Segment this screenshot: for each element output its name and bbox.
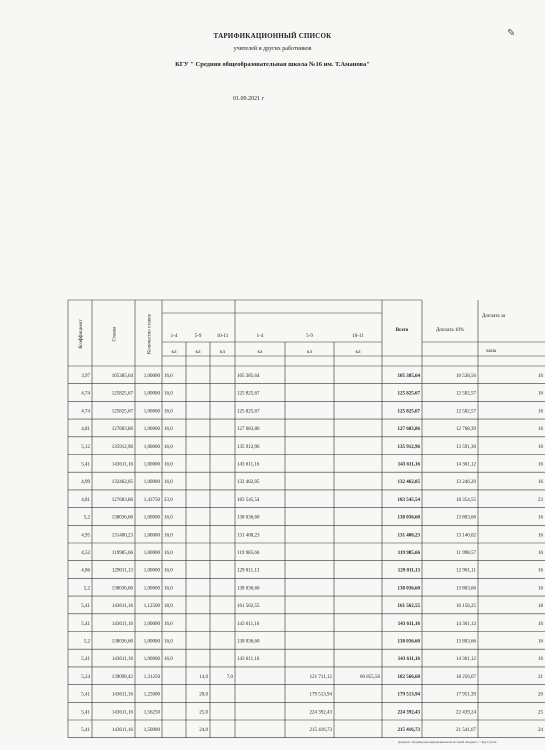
cell-total: 125 825,67 <box>397 391 420 397</box>
school-name: КГУ " Средняя общеобразовательная школа №16 им. Т.Аманова" <box>175 61 370 68</box>
cell-coefficient: 5,12 <box>81 444 90 450</box>
header-quantity: Количество ставок <box>147 314 153 354</box>
cell-hours-total: 16 <box>538 621 543 627</box>
document-title: ТАРИФИКАЦИОННЫЙ СПИСОК <box>213 32 332 40</box>
cell-rate: 138036,60 <box>111 515 133 521</box>
header-bonus-extra: Доплата за <box>482 314 506 319</box>
cell-bonus: 16 156,25 <box>456 604 476 610</box>
cell-hours-1-4: 16,0 <box>164 480 173 486</box>
cell-hours-total: 16 <box>538 639 543 645</box>
cell-coefficient: 4,86 <box>81 568 90 574</box>
cell-bonus: 13 246,20 <box>456 480 476 486</box>
cell-hours-1-4: 16,0 <box>164 621 173 627</box>
cell-rate: 143611,16 <box>111 657 133 663</box>
cell-quantity: 1,00000 <box>143 409 160 415</box>
cell-hours-1-4: 16,0 <box>164 444 173 450</box>
cell-quantity: 1,12500 <box>143 604 160 610</box>
cell-bonus: 21 541,67 <box>456 727 476 733</box>
cell-rate: 143611,16 <box>111 462 133 468</box>
header-grade-10-11: 10-11 <box>216 334 229 339</box>
cell-hours-1-4: 16,0 <box>164 515 173 521</box>
cell-rate: 143611,16 <box>111 604 133 610</box>
cell-bonus: 12 768,39 <box>456 427 476 433</box>
cell-hours-total: 24 <box>538 727 543 733</box>
cell-rate: 127683,86 <box>111 427 133 433</box>
cell-rate: 143611,16 <box>111 727 133 733</box>
cell-coefficient: 4,99 <box>81 480 90 486</box>
cell-quantity: 1,00000 <box>143 550 160 556</box>
cell-quantity: 1,00000 <box>143 533 160 539</box>
cell-quantity: 1,00000 <box>143 480 160 486</box>
cell-hours-total: 16 <box>538 533 543 539</box>
cell-rate: 143611,16 <box>111 621 133 627</box>
cell-sum-1-4: 125 825,67 <box>237 391 260 397</box>
cell-hours-1-4: 16,0 <box>164 533 173 539</box>
cell-hours-1-4: 16,0 <box>164 391 173 397</box>
cell-total: 105 385,64 <box>397 373 420 379</box>
cell-coefficient: 5,41 <box>81 657 90 663</box>
cell-sum-5-9: 179 513,94 <box>309 692 332 698</box>
document-subtitle: учителей и других работников <box>233 46 312 52</box>
cell-quantity: 1,00000 <box>143 373 160 379</box>
cell-quantity: 1,00000 <box>143 444 160 450</box>
header-grade-5-9: 5-9 <box>194 334 202 339</box>
cell-quantity: 1,00000 <box>143 586 160 592</box>
cell-bonus: 14 361,12 <box>456 462 476 468</box>
cell-coefficient: 3,97 <box>81 373 90 379</box>
cell-hours-total: 16 <box>538 373 543 379</box>
header-grade-1-4: 1-4 <box>170 334 178 339</box>
cell-sum-5-9: 224 392,43 <box>309 710 332 716</box>
document-footer: Документ сформирован информационной системой «Бюджет» © Кур Султан <box>398 740 497 744</box>
pen-mark-icon: ✎ <box>507 28 516 39</box>
header-kl: кл <box>307 350 312 355</box>
cell-quantity: 1,50000 <box>143 727 160 733</box>
cell-hours-total: 21 <box>538 674 543 680</box>
cell-coefficient: 5,24 <box>81 674 90 680</box>
cell-total: 125 825,67 <box>397 409 420 415</box>
cell-coefficient: 4,74 <box>81 391 90 397</box>
cell-hours-1-4: 16,0 <box>164 657 173 663</box>
cell-quantity: 1,31250 <box>143 674 160 680</box>
cell-bonus: 12 901,11 <box>456 568 476 574</box>
cell-hours-total: 16 <box>538 586 543 592</box>
header-kl: кл <box>220 350 225 355</box>
cell-sum-1-4: 138 036,60 <box>237 586 260 592</box>
cell-bonus: 13 803,66 <box>456 639 476 645</box>
cell-bonus: 12 582,57 <box>456 409 476 415</box>
header-sum-10-11: 10-11 <box>352 334 364 339</box>
cell-hours-1-4: 16,0 <box>164 586 173 592</box>
cell-coefficient: 5,41 <box>81 727 90 733</box>
cell-bonus: 18 354,55 <box>456 497 476 503</box>
document-date: 01.09.2021 г <box>233 96 264 102</box>
cell-hours-1-4: 18,0 <box>164 604 173 610</box>
cell-total: 119 985,66 <box>397 550 420 556</box>
cell-total: 129 011,13 <box>397 568 420 574</box>
cell-total: 143 611,16 <box>397 621 420 627</box>
cell-hours-5-9: 25,0 <box>199 710 208 716</box>
cell-hours-total: 18 <box>538 604 543 610</box>
cell-hours-10-11: 7,0 <box>226 674 233 680</box>
cell-sum-1-4: 135 912,96 <box>237 444 260 450</box>
cell-hours-5-9: 20,0 <box>199 692 208 698</box>
cell-sum-1-4: 138 036,60 <box>237 639 260 645</box>
cell-sum-1-4: 132 462,05 <box>237 480 260 486</box>
cell-total: 138 036,60 <box>397 586 420 592</box>
cell-hours-1-4: 16,0 <box>164 568 173 574</box>
header-kl: кл <box>355 350 361 355</box>
cell-bonus: 22 439,24 <box>456 710 476 716</box>
cell-bonus: 13 803,66 <box>456 515 476 521</box>
cell-rate: 125825,67 <box>111 409 133 415</box>
cell-quantity: 1,00000 <box>143 657 160 663</box>
cell-coefficient: 4,74 <box>81 409 90 415</box>
cell-bonus: 18 256,67 <box>456 674 476 680</box>
cell-rate: 129011,13 <box>111 568 133 574</box>
cell-sum-5-9: 121 711,12 <box>309 674 332 680</box>
cell-hours-total: 16 <box>538 391 543 397</box>
cell-hours-5-9: 14,0 <box>199 674 208 680</box>
cell-total: 224 392,43 <box>397 710 420 716</box>
cell-hours-total: 16 <box>538 657 543 663</box>
header-rate: Ставка <box>112 326 118 342</box>
cell-hours-1-4: 16,0 <box>164 409 173 415</box>
cell-hours-total: 16 <box>538 444 543 450</box>
cell-hours-total: 20 <box>538 692 543 698</box>
table-header <box>79 313 506 355</box>
cell-quantity: 1,25000 <box>143 692 160 698</box>
cell-coefficient: 4,52 <box>81 550 90 556</box>
cell-sum-1-4: 127 683,86 <box>237 427 260 433</box>
cell-coefficient: 5,41 <box>81 710 90 716</box>
cell-total: 135 912,96 <box>397 444 420 450</box>
cell-sum-1-4: 183 545,54 <box>237 497 260 503</box>
cell-coefficient: 5,41 <box>81 692 90 698</box>
cell-hours-total: 16 <box>538 427 543 433</box>
cell-quantity: 1,00000 <box>143 462 160 468</box>
cell-sum-1-4: 131 400,23 <box>237 533 260 539</box>
cell-total: 132 462,05 <box>397 480 420 486</box>
cell-sum-1-4: 105 385,64 <box>237 373 260 379</box>
cell-hours-total: 16 <box>538 462 543 468</box>
cell-sum-1-4: 143 611,16 <box>237 621 260 627</box>
cell-hours-total: 16 <box>538 515 543 521</box>
cell-hours-total: 16 <box>538 568 543 574</box>
cell-sum-1-4: 125 825,67 <box>237 409 260 415</box>
cell-rate: 131400,23 <box>111 533 133 539</box>
cell-rate: 127683,86 <box>111 497 133 503</box>
cell-hours-1-4: 16,0 <box>164 373 173 379</box>
header-coefficient: Коэффициент <box>79 319 84 349</box>
header-bonus-10: Доплата 10% <box>435 328 465 333</box>
cell-total: 138 036,60 <box>397 515 420 521</box>
cell-bonus: 13 803,66 <box>456 586 476 592</box>
cell-hours-total: 25 <box>538 710 543 716</box>
cell-rate: 135912,96 <box>111 444 133 450</box>
header-total: Всего <box>395 328 409 333</box>
header-kl: кл <box>257 350 263 355</box>
cell-total: 179 513,94 <box>397 692 420 698</box>
cell-hours-1-4: 23,0 <box>164 497 173 503</box>
cell-rate: 139098,42 <box>111 674 133 680</box>
cell-coefficient: 4,81 <box>81 497 90 503</box>
cell-rate: 138036,60 <box>111 586 133 592</box>
cell-sum-5-9: 215 416,73 <box>309 727 332 733</box>
cell-quantity: 1,00000 <box>143 391 160 397</box>
cell-rate: 138036,60 <box>111 639 133 645</box>
header-hours: часы <box>486 349 497 354</box>
cell-coefficient: 5,41 <box>81 604 90 610</box>
cell-rate: 132462,05 <box>111 480 133 486</box>
header-kl: кл <box>171 350 177 355</box>
cell-coefficient: 5,2 <box>83 515 90 521</box>
cell-bonus: 13 591,30 <box>456 444 476 450</box>
cell-hours-total: 16 <box>538 409 543 415</box>
cell-bonus: 13 140,02 <box>456 533 476 539</box>
cell-rate: 119985,66 <box>111 550 133 556</box>
cell-quantity: 1,00000 <box>143 639 160 645</box>
cell-coefficient: 5,41 <box>81 621 90 627</box>
cell-coefficient: 5,2 <box>83 586 90 592</box>
cell-hours-total: 23 <box>538 497 543 503</box>
cell-bonus: 11 998,57 <box>456 550 476 556</box>
cell-hours-1-4: 16,0 <box>164 462 173 468</box>
cell-hours-5-9: 24,0 <box>199 727 208 733</box>
cell-quantity: 1,00000 <box>143 568 160 574</box>
cell-bonus: 12 582,57 <box>456 391 476 397</box>
cell-bonus: 14 361,12 <box>456 657 476 663</box>
cell-hours-total: 16 <box>538 550 543 556</box>
cell-sum-1-4: 143 611,16 <box>237 657 260 663</box>
cell-total: 131 400,23 <box>397 533 420 539</box>
cell-coefficient: 4,81 <box>81 427 90 433</box>
header-sum-1-4: 1-4 <box>256 334 264 339</box>
cell-bonus: 10 538,56 <box>456 373 476 379</box>
cell-hours-1-4: 16,0 <box>164 550 173 556</box>
cell-hours-1-4: 16,0 <box>164 427 173 433</box>
cell-total: 138 036,60 <box>397 639 420 645</box>
cell-bonus: 14 361,12 <box>456 621 476 627</box>
cell-total: 143 611,16 <box>397 657 420 663</box>
cell-rate: 105385,64 <box>111 373 133 379</box>
cell-total: 143 611,16 <box>397 462 420 468</box>
cell-quantity: 1,56250 <box>143 710 160 716</box>
cell-sum-1-4: 138 036,60 <box>237 515 260 521</box>
header-kl: кл <box>195 350 201 355</box>
cell-sum-1-4: 143 611,16 <box>237 462 260 468</box>
cell-rate: 125825,67 <box>111 391 133 397</box>
cell-total: 182 566,68 <box>397 674 420 680</box>
cell-quantity: 1,43750 <box>143 497 160 503</box>
cell-hours-1-4: 16,0 <box>164 639 173 645</box>
cell-total: 161 562,55 <box>397 604 420 610</box>
header-sum-5-9: 5-9 <box>306 334 313 339</box>
cell-total: 127 683,86 <box>397 427 420 433</box>
cell-coefficient: 5,41 <box>81 462 90 468</box>
cell-sum-1-4: 161 562,55 <box>237 604 260 610</box>
cell-sum-1-4: 119 985,66 <box>237 550 260 556</box>
cell-quantity: 1,00000 <box>143 621 160 627</box>
cell-coefficient: 4,95 <box>81 533 90 539</box>
cell-total: 215 416,73 <box>397 727 420 733</box>
cell-total: 183 545,54 <box>397 497 420 503</box>
cell-hours-total: 16 <box>538 480 543 486</box>
cell-coefficient: 5,2 <box>83 639 90 645</box>
cell-sum-10-11: 60 855,56 <box>360 674 380 680</box>
table-body <box>81 374 543 733</box>
cell-quantity: 1,00000 <box>143 427 160 433</box>
cell-sum-1-4: 129 011,13 <box>237 568 260 574</box>
cell-bonus: 17 951,39 <box>456 692 476 698</box>
cell-rate: 143611,16 <box>111 692 133 698</box>
cell-rate: 143611,16 <box>111 710 133 716</box>
cell-quantity: 1,00000 <box>143 515 160 521</box>
